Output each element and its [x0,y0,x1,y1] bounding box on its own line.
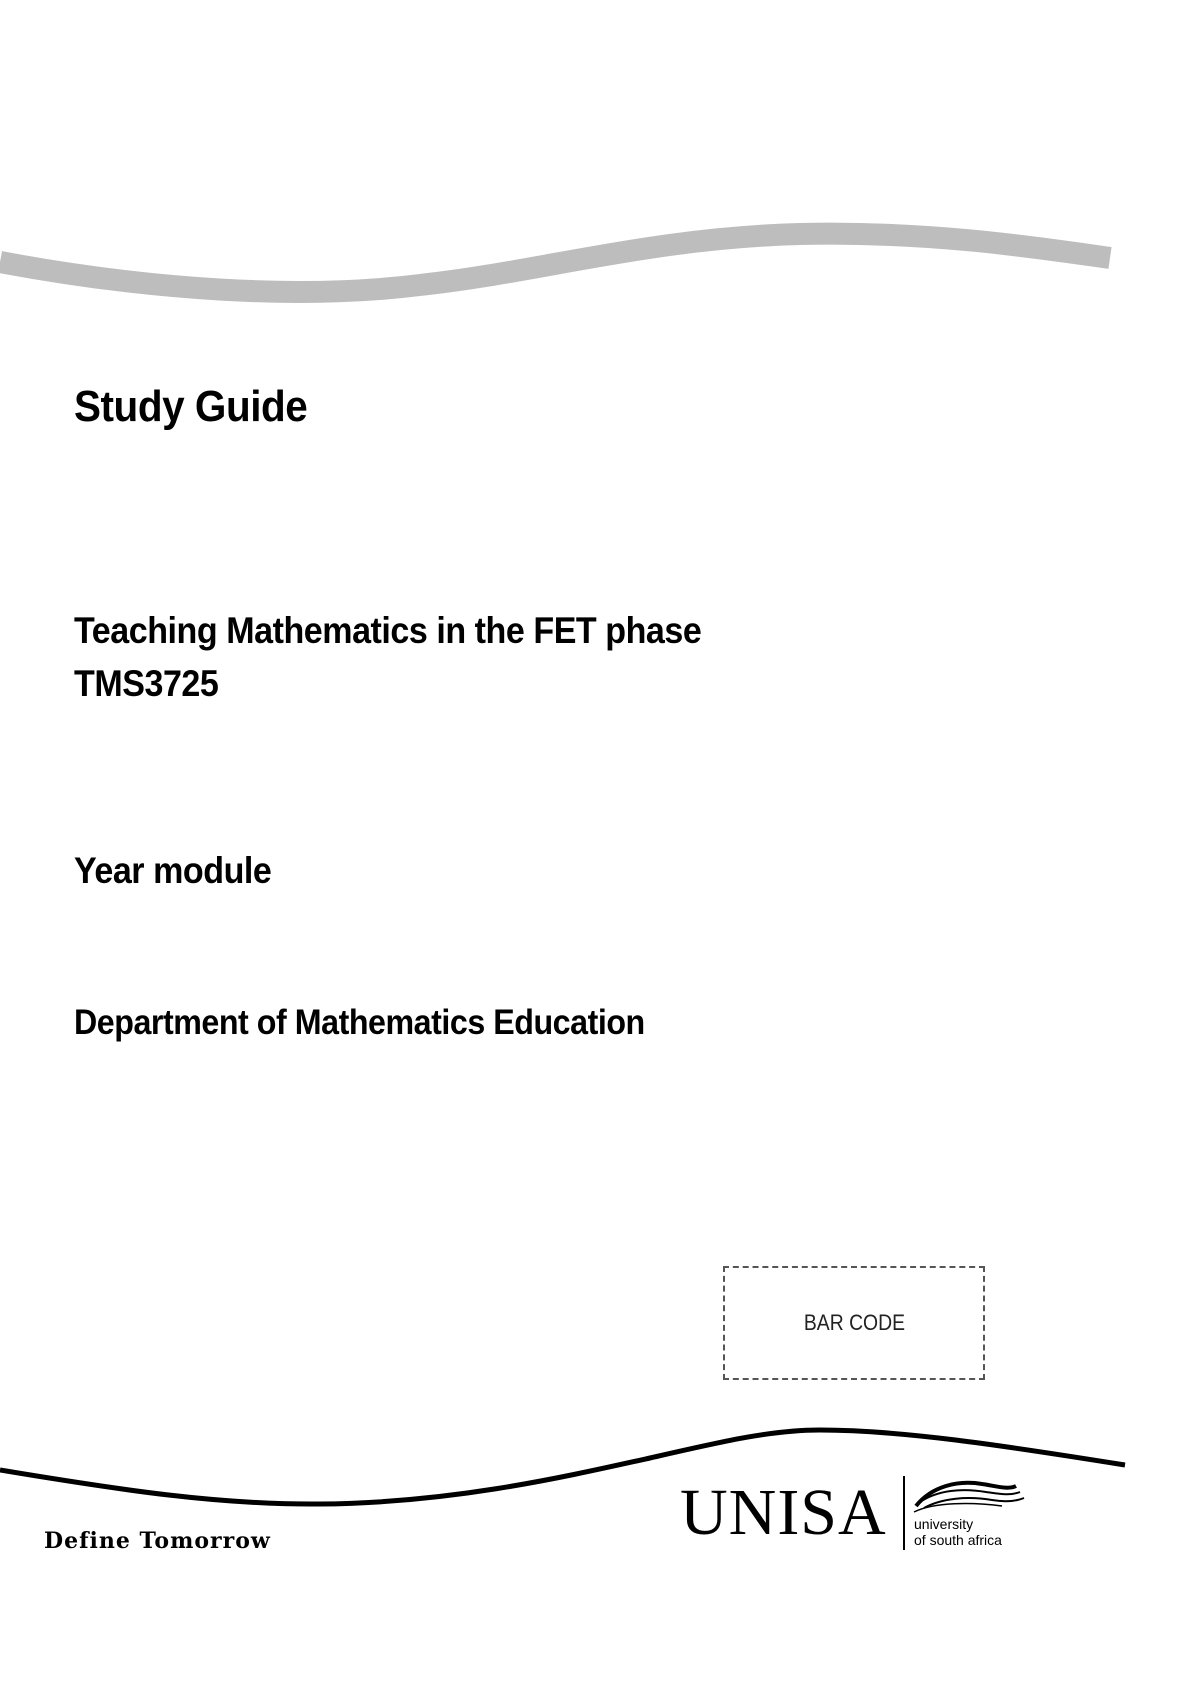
department-name: Department of Mathematics Education [74,1003,645,1042]
barcode-placeholder [723,1266,985,1380]
logo-divider [903,1476,905,1550]
module-duration: Year module [74,850,272,891]
logo-wave-mark-icon [912,1472,1032,1516]
unisa-logo [680,1470,1040,1580]
top-wave-stroke [0,234,1110,292]
document-type-heading: Study Guide [74,382,308,431]
logo-sub-line2: of south africa [914,1532,1002,1548]
logo-wordmark: UNISA [680,1476,887,1549]
logo-sub-line1: university [914,1516,974,1532]
course-title: Teaching Mathematics in the FET phase [74,610,702,651]
logo-subtitle [914,1516,1002,1548]
barcode-label: BAR CODE [803,1310,905,1335]
slogan: Define Tomorrow [44,1528,271,1554]
course-code: TMS3725 [74,663,219,704]
